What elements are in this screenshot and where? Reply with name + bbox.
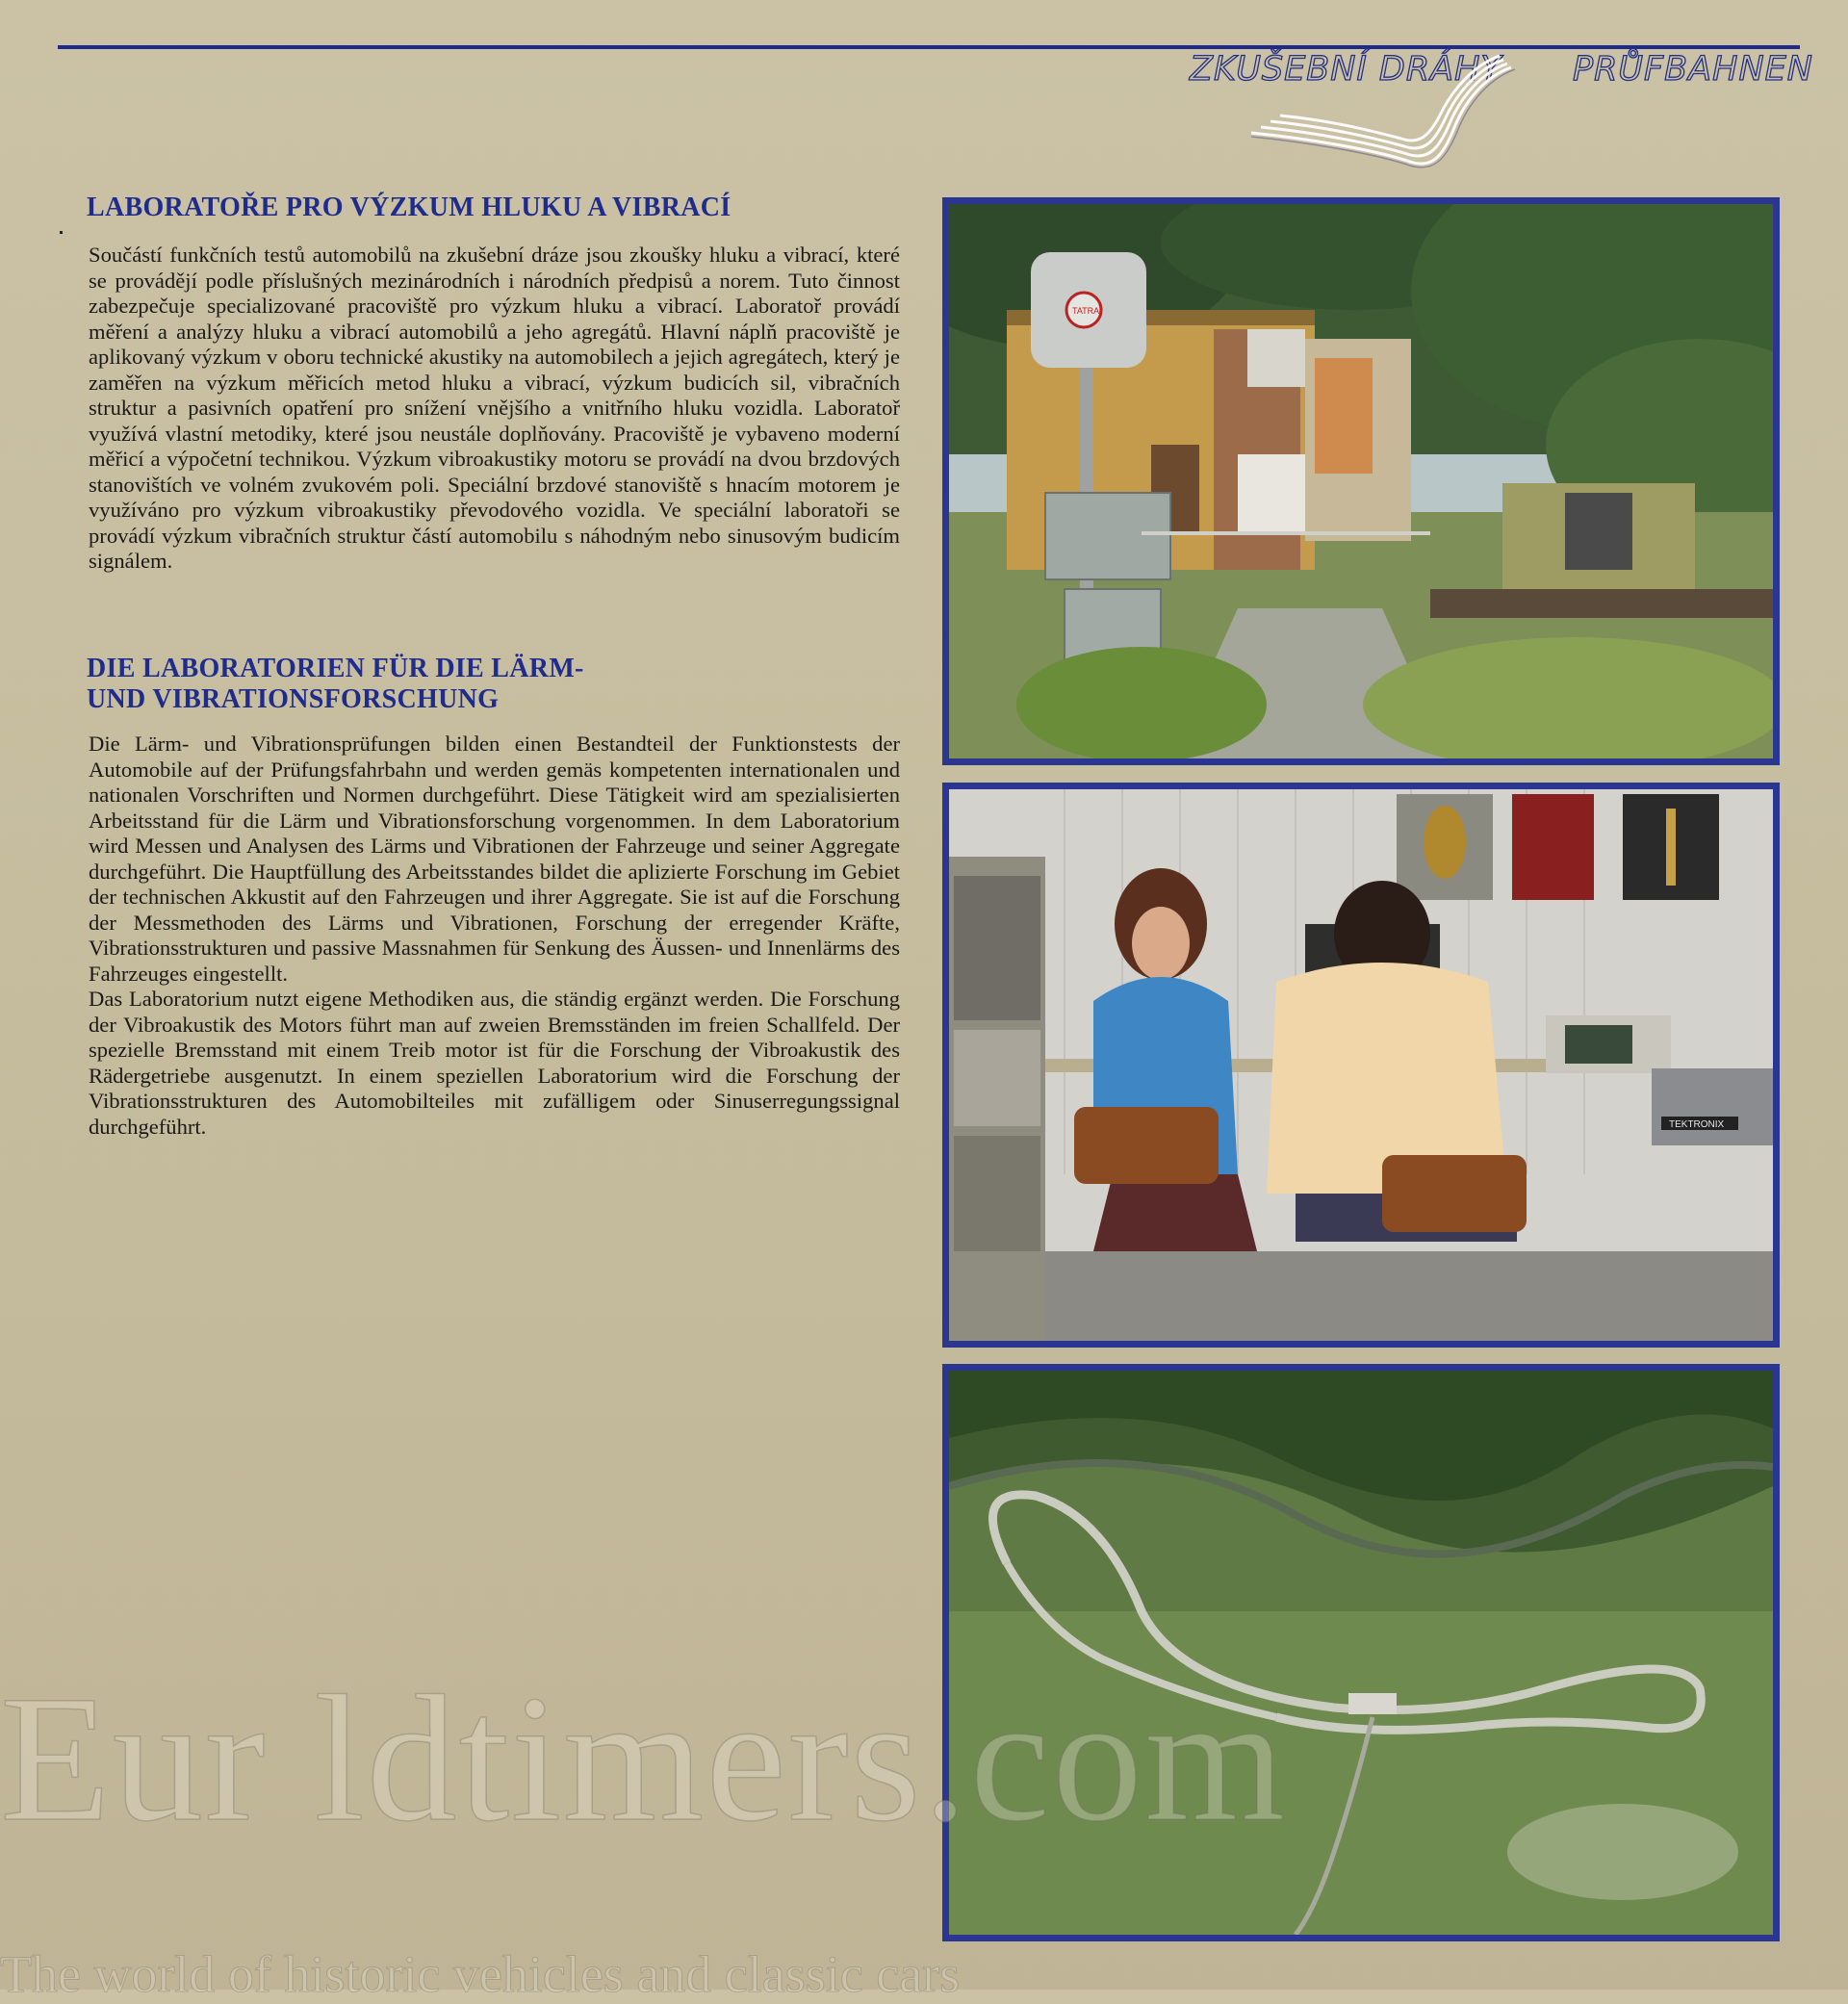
tektronix-label-text: TEKTRONIX (1669, 1119, 1725, 1130)
photo-lab-interior-image (949, 789, 1773, 1341)
watermark-subtext: The world of historic vehicles and classic cars (0, 1945, 961, 2003)
body-text-de (89, 732, 900, 1140)
header-title-cz: ZKUŠEBNÍ DRÁHY (1190, 50, 1502, 89)
photo-lab-building-frame (942, 197, 1780, 765)
print-speck (60, 231, 63, 234)
body-text-de-para2: Das Laboratorium nutzt eigene Methodiken aus, die ständig ergänzt werden. Die Forschung der Vibroakustik des Motors führt man auf zweien Bremsständen im freien Schallfeld. Der spezielle Bremsstand mit einem Treib motor ist für die Forschung der Vibroakustik des Rädergetriebe ausgenutzt. In einem speziellen Laboratorium wird die Forschung der Vibrationsstrukturen des Automobilteiles mit zufälligem oder Sinuserregungssignal durchgeführt. (89, 987, 900, 1139)
heading-de (87, 654, 584, 715)
watermark-text: Eur ldtimers.com (0, 1657, 1288, 1859)
photo-lab-building (949, 204, 1773, 758)
header-rule (58, 45, 1800, 49)
header-title-de: PRŮFBAHNEN (1573, 50, 1813, 89)
body-text-cz: Součástí funkčních testů automobilů na zkušební dráze jsou zkoušky hluku a vibrací, které se provádějí podle příslušných mezinárodních i národních předpisů a norem. Tuto činnost zabezpečuje specializované pracoviště pro výzkum hluku a vibrací. Laboratoř provádí měření a analýzy hluku a vibrací automobilů a jeho agregátů. Hlavní náplň pracoviště je aplikovaný výzkum v oboru technické akustiky na automobilech a jejich agregátech, který je zaměřen na výzkum měřicích metod hluku a vibrací, výzkum budicích sil, vibračních struktur a pasivních opatření pro snížení vnějšího a vnitřního hluku vozidla. Laboratoř využívá vlastní metodiky, které jsou neustále doplňovány. Pracoviště je vybaveno moderní měřicí a výpočetní technikou. Výzkum vibroakustiky motoru se provádí na dvou brzdových stanovištích ve volném zvukovém poli. Speciální brzdové stanoviště s hnacím motorem je využíváno pro výzkum vibroakustiky převodového vozidla. Ve speciální laboratoři se provádí výzkum vibračních struktur částí automobilu s náhodným nebo sinusovým budicím signálem. (89, 243, 900, 573)
heading-de-line1: DIE LABORATORIEN FÜR DIE LÄRM- (87, 654, 584, 683)
swoosh-logo-icon (1242, 50, 1559, 185)
tatra-sign-text: TATRA (1072, 306, 1100, 316)
photo-lab-building-image (949, 204, 1773, 758)
heading-de-line2: UND VIBRATIONSFORSCHUNG (87, 684, 500, 714)
body-text-de-para1: Die Lärm- und Vibrationsprüfungen bilden einen Bestandteil der Funktionstests der Automobile auf der Prüfungsfahrbahn und werden gemäs kompetenten internationalen und nationalen Vorschriften und Normen durchgeführt. Diese Tätigkeit wird am spezialisierten Arbeitsstand für die Lärm und Vibrationsforschung vorgenommen. In dem Laboratorium wird Messen und Analysen des Lärms und Vibrationen der Fahrzeuge und seiner Aggregate durchgeführt. Die Hauptfüllung des Arbeitsstandes bildet die aplizierte Forschung im Gebiet der technischen Akkustit auf den Fahrzeugen und ihrer Aggregate. Sie ist auf die Forschung der Messmethoden des Lärms und Vibrationen, Forschung der erregender Kräfte, Vibrationsstrukturen und passive Massnahmen für Senkung des Äussen- und Innenlärms des Fahrzeuges eingestellt. (89, 732, 900, 986)
photo-lab-interior-frame (942, 783, 1780, 1348)
photo-lab-interior (949, 789, 1773, 1341)
heading-cz: LABORATOŘE PRO VÝZKUM HLUKU A VIBRACÍ (87, 193, 732, 222)
